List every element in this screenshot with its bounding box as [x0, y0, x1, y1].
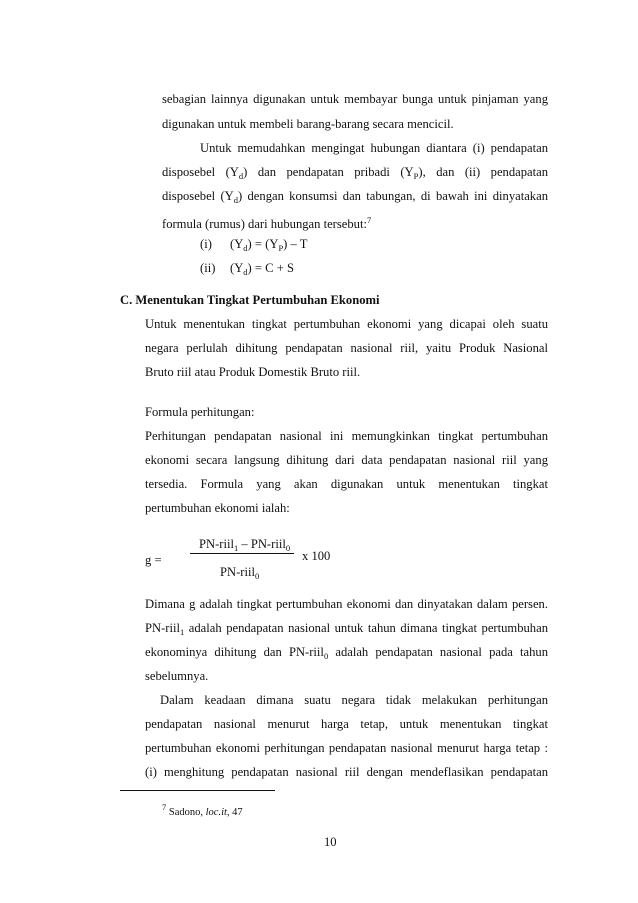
- footnote: $^7$ Sadono, loc.it, 47: [162, 802, 243, 818]
- paragraph-line: pertumbuhan ekonomi perhitungan pendapatan nasional menurut harga tetap :: [145, 741, 548, 755]
- paragraph-line: negara perlulah dihitung pendapatan nasional riil, yaitu Produk Nasional: [145, 341, 548, 355]
- paragraph-line: Perhitungan pendapatan nasional ini memungkinkan tingkat pertumbuhan: [145, 429, 548, 443]
- paragraph-line: pendapatan nasional menurut harga tetap, untuk menentukan tingkat: [145, 717, 548, 731]
- paragraph-line: ekonomi secara langsung dihitung dari data pendapatan nasional riil yang: [145, 453, 548, 467]
- formula-numerator: PN-riil$_1$ – PN-riil$_0$: [199, 537, 291, 553]
- formula-label: Formula perhitungan:: [145, 405, 255, 419]
- paragraph-line: ekonominya dihitung dan PN-riil$_0$ adalah pendapatan nasional pada tahun: [145, 645, 548, 661]
- formula-number: (i): [200, 237, 212, 251]
- formula-lhs: g =: [145, 553, 162, 567]
- paragraph-line: Dalam keadaan dimana suatu negara tidak melakukan perhitungan: [160, 693, 548, 707]
- footnote-rule: [120, 790, 275, 791]
- paragraph-line: pertumbuhan ekonomi ialah:: [145, 501, 290, 515]
- formula-multiplier: x 100: [302, 549, 331, 563]
- paragraph-line: digunakan untuk membeli barang-barang secara mencicil.: [162, 117, 454, 131]
- formula: $(Y_d) = C + S$: [230, 261, 294, 277]
- fraction-bar: [190, 553, 294, 554]
- paragraph-line: Bruto riil atau Produk Domestik Bruto riil.: [145, 365, 361, 379]
- paragraph-line: tersedia. Formula yang akan digunakan untuk menentukan tingkat: [145, 477, 548, 491]
- paragraph-line: PN-riil$_1$ adalah pendapatan nasional untuk tahun dimana tingkat pertumbuhan: [145, 621, 548, 637]
- paragraph-line: Dimana g adalah tingkat pertumbuhan ekonomi dan dinyatakan dalam persen.: [145, 597, 548, 611]
- paragraph-line: formula (rumus) dari hubungan tersebut:$^7$: [162, 215, 372, 231]
- paragraph-line: (i) menghitung pendapatan nasional riil dengan mendeflasikan pendapatan: [145, 765, 548, 779]
- paragraph-line: Untuk menentukan tingkat pertumbuhan ekonomi yang dicapai oleh suatu: [145, 317, 548, 331]
- paragraph-line: Untuk memudahkan mengingat hubungan diantara (i) pendapatan: [200, 141, 548, 155]
- paragraph-line: disposebel $(Y_d)$ dengan konsumsi dan tabungan, di bawah ini dinyatakan: [162, 189, 548, 205]
- formula-number: (ii): [200, 261, 216, 275]
- paragraph-line: disposebel $(Y_d)$ dan pendapatan pribadi $(Y_P)$, dan (ii) pendapatan: [162, 165, 549, 181]
- formula: $(Y_d) = (Y_P) - T$: [230, 237, 308, 253]
- page-number: 10: [324, 835, 337, 849]
- paragraph-line: sebagian lainnya digunakan untuk membayar bunga untuk pinjaman yang: [162, 92, 548, 106]
- section-heading: C. Menentukan Tingkat Pertumbuhan Ekonomi: [120, 293, 380, 307]
- paragraph-line: sebelumnya.: [145, 669, 209, 683]
- formula-denominator: PN-riil$_0$: [220, 565, 260, 581]
